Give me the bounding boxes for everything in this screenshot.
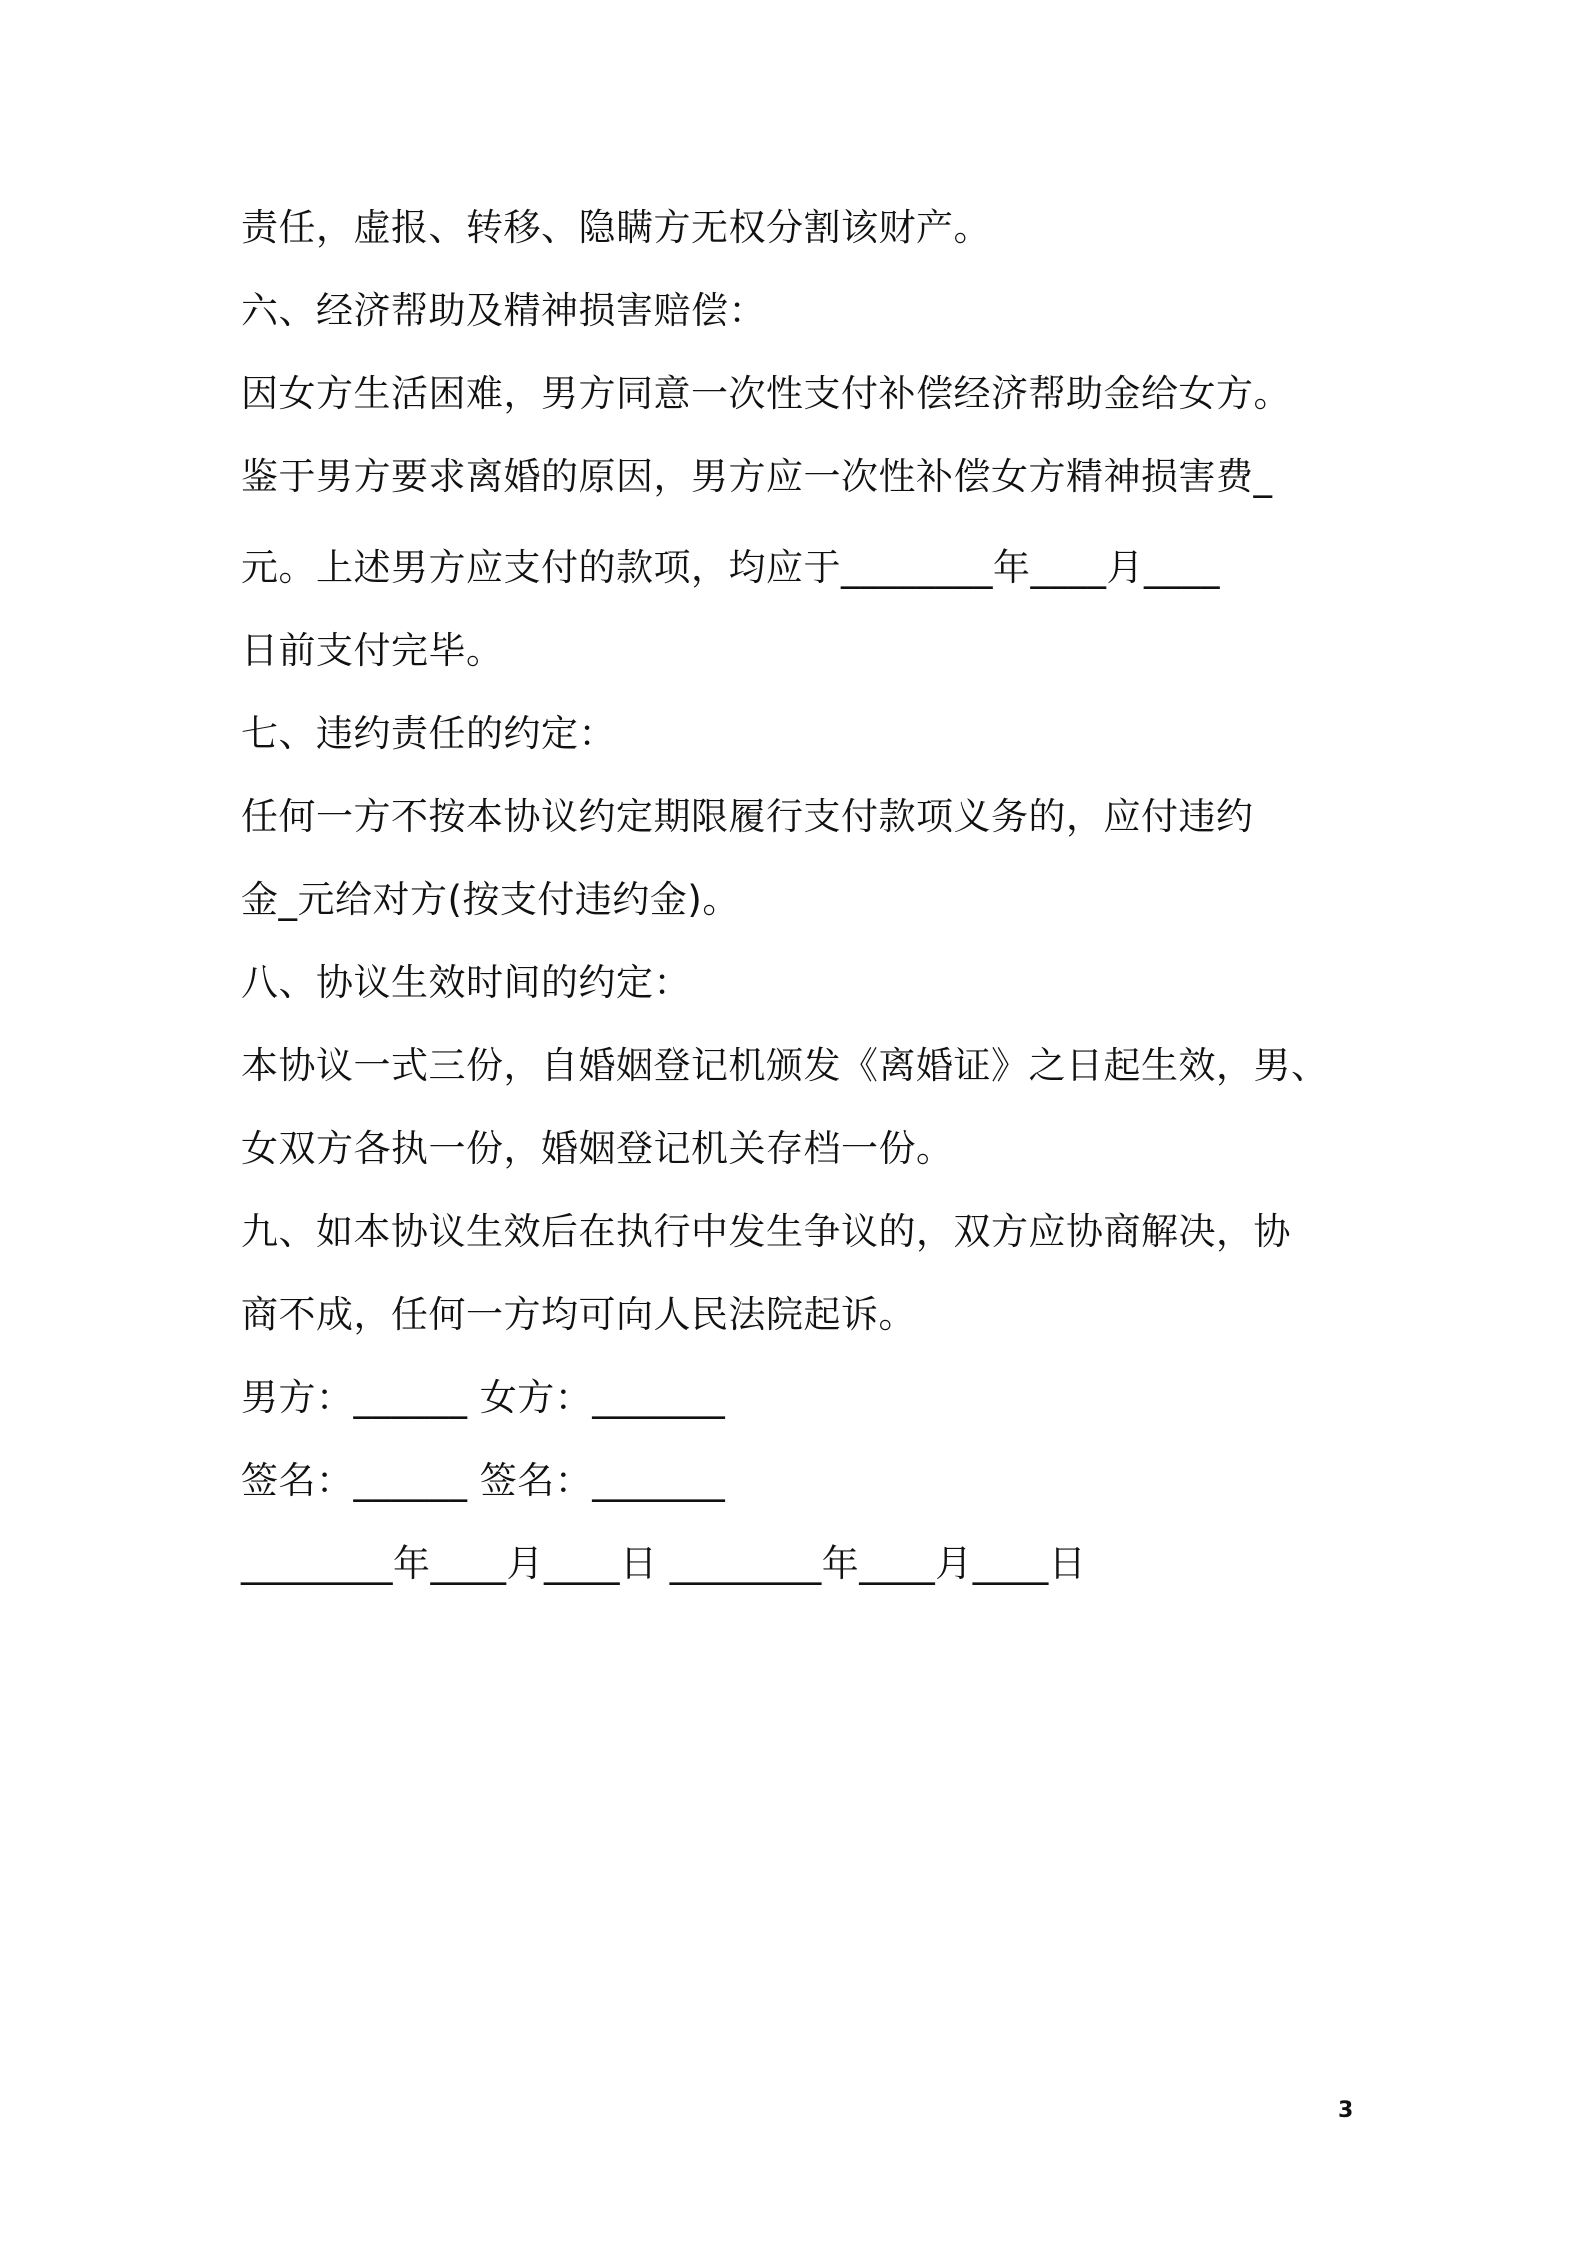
section-9-text: 九、如本协议生效后在执行中发生争议的，双方应协商解决，协 xyxy=(241,1210,1291,1253)
section-6-heading: 六、经济帮助及精神损害赔偿： xyxy=(241,289,766,332)
text-line-5: 元。上述男方应支付的款项，均应于________年____月____ xyxy=(241,546,1220,589)
text-line-6: 日前支付完毕。 xyxy=(241,629,504,672)
section-8-heading: 八、协议生效时间的约定： xyxy=(241,961,691,1004)
text-line-12: 女双方各执一份，婚姻登记机关存档一份。 xyxy=(241,1127,954,1170)
signature-line: 签名：______ 签名：_______ xyxy=(241,1459,726,1502)
section-7-heading: 七、违约责任的约定： xyxy=(241,712,616,755)
page-number: 3 xyxy=(1338,2098,1354,2123)
text-line-4: 鉴于男方要求离婚的原因，男方应一次性补偿女方精神损害费_ xyxy=(241,455,1273,498)
text-line-11: 本协议一式三份，自婚姻登记机颁发《离婚证》之日起生效，男、 xyxy=(241,1044,1329,1087)
text-line-14: 商不成，任何一方均可向人民法院起诉。 xyxy=(241,1293,916,1336)
text-line-8: 任何一方不按本协议约定期限履行支付款项义务的，应付违约 xyxy=(241,795,1254,838)
date-line: ________年____月____日 ________年____月____日 xyxy=(241,1542,1087,1585)
text-line-1: 责任，虚报、转移、隐瞒方无权分割该财产。 xyxy=(241,206,991,249)
text-line-3: 因女方生活困难，男方同意一次性支付补偿经济帮助金给女方。 xyxy=(241,372,1291,415)
text-line-9: 金_元给对方(按支付违约金)。 xyxy=(241,878,740,921)
party-names-line: 男方：______ 女方：_______ xyxy=(241,1376,726,1419)
